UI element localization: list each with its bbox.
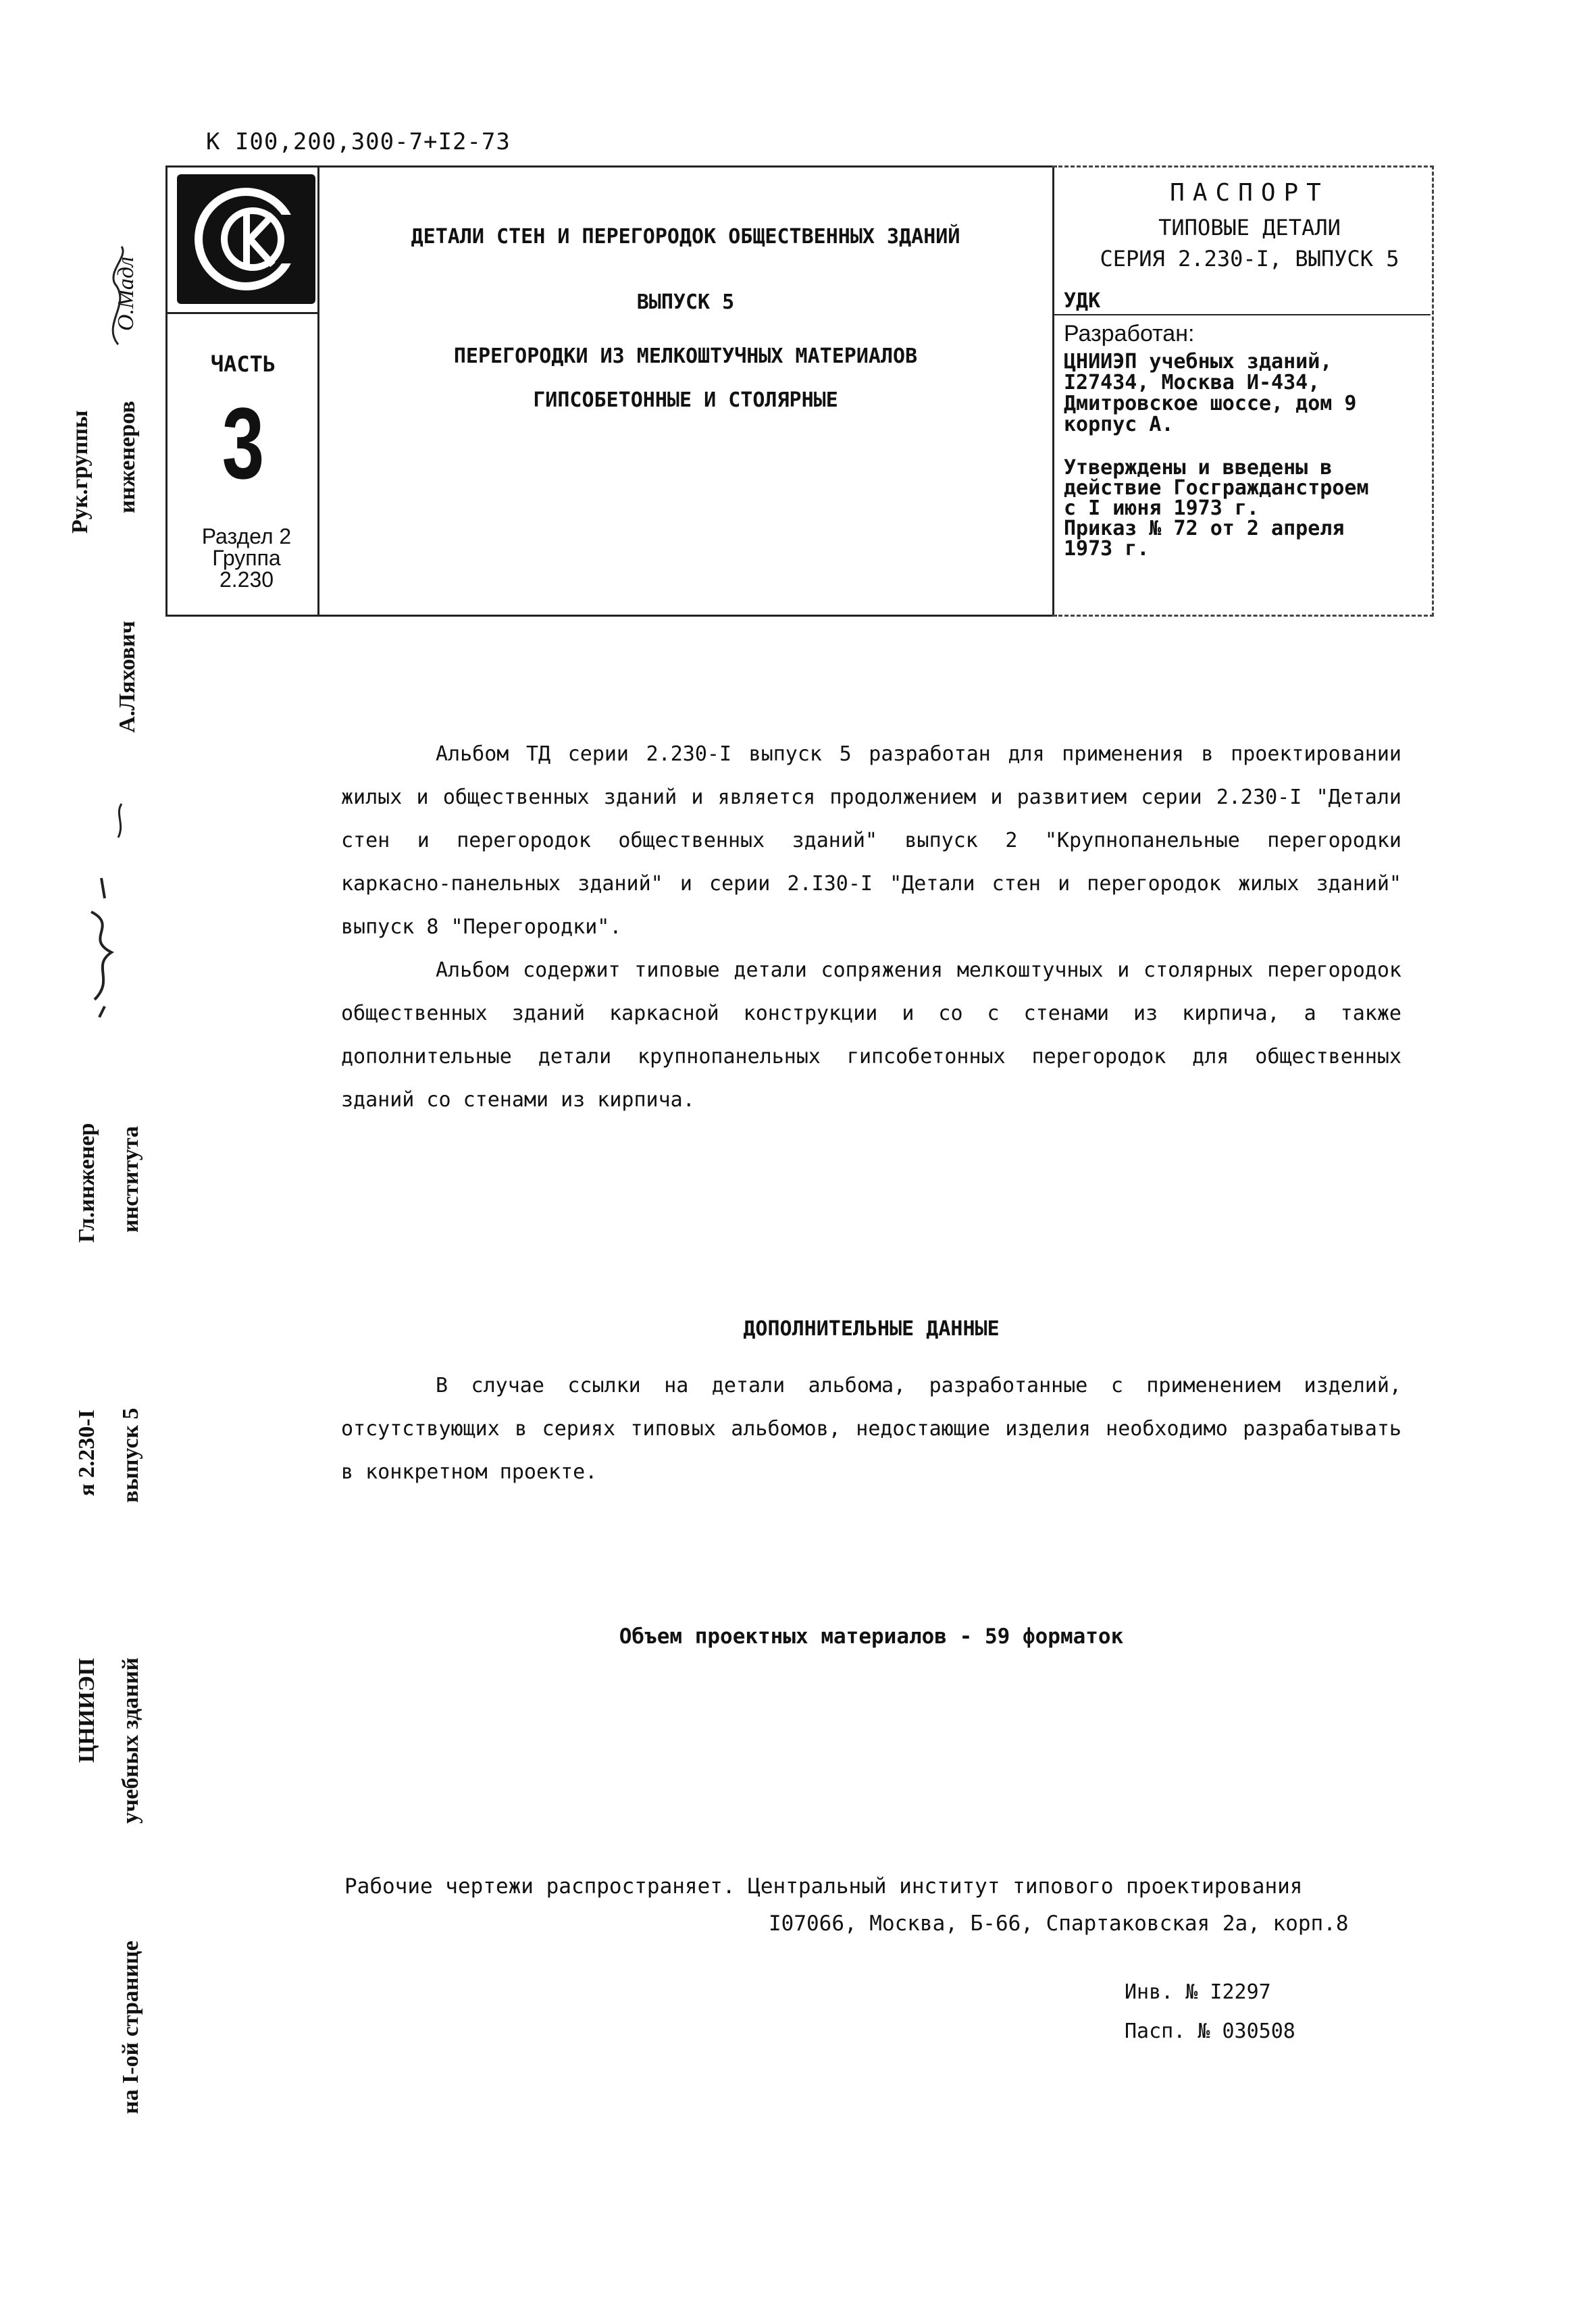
- sidebar-org-1: ЦНИИЭП: [74, 1657, 99, 1763]
- passport-title: ПАСПОРТ: [1170, 179, 1329, 207]
- sidebar-chief-engineer-2: института: [118, 1126, 143, 1233]
- developer-address: ЦНИИЭП учебных зданий, I27434, Москва И-434, Дмитровское шоссе, дом 9 корпус А.: [1064, 350, 1357, 436]
- sidebar-signature: О.Мадл: [113, 257, 138, 331]
- paragraph-additional: В случае ссылки на детали альбома, разработанные с применением изделий, отсутствующих в сериях типовых альбомов, недостающие изделия необходимо разрабатывать в конкретном проекте.: [341, 1374, 1401, 1484]
- distribution-line-2: I07066, Москва, Б-66, Спартаковская 2а, корп.8: [769, 1911, 1349, 1936]
- sidebar-org-2: учебных зданий: [118, 1657, 143, 1824]
- section-line: Раздел 2: [201, 524, 292, 548]
- passport-number: Пасп. № 030508: [1125, 2020, 1295, 2043]
- paragraph-contents: Альбом содержит типовые детали сопряжения мелкоштучных и столярных перегородок общественных зданий каркасной конструкции и со с стенами из кирпича, а также дополнительные детали крупнопанельных гипсобетонных перегородок для общественных зданий со стенами из кирпича.: [341, 958, 1401, 1112]
- passport-type: ТИПОВЫЕ ДЕТАЛИ: [1158, 215, 1341, 240]
- album-issue: ВЫПУСК 5: [636, 290, 735, 314]
- paragraph-purpose: Альбом ТД серии 2.230-I выпуск 5 разработан для применения в проектировании жилых и общественных зданий и является продолжением и развитием серии 2.230-I "Детали стен и перегородок общественных зданий" выпуск 2 "Крупнопанельные перегородки каркасно-панельных зданий" и серии 2.I30-I "Детали стен и перегородок жилых зданий" выпуск 8 "Перегородки".: [341, 742, 1401, 939]
- sidebar-head-group-1: Рук.группы: [68, 410, 93, 534]
- sidebar-issue: выпуск 5: [118, 1408, 143, 1503]
- section-info: [169, 525, 324, 590]
- inventory-number: Инв. № I2297: [1125, 1980, 1271, 2004]
- approval-text: Утверждены и введены в действие Госгражданстроем с I июня 1973 г. Приказ № 72 от 2 апреля 1973 г.: [1064, 456, 1369, 561]
- institute-logo: [177, 174, 315, 304]
- group-number: 2.230: [219, 567, 274, 592]
- album-title: ДЕТАЛИ СТЕН И ПЕРЕГОРОДОК ОБЩЕСТВЕННЫХ ЗДАНИЙ: [411, 225, 960, 249]
- intro-block: [341, 733, 1401, 1122]
- album-subtitle-2: ГИПСОБЕТОННЫЕ И СТОЛЯРНЫЕ: [533, 388, 838, 412]
- additional-block: [341, 1364, 1401, 1494]
- volume-note: Объем проектных материалов - 59 форматок: [619, 1624, 1124, 1649]
- distribution-line-1: Рабочие чертежи распространяет. Центральный институт типового проектирования: [344, 1874, 1303, 1899]
- signature-mark-1: [95, 243, 142, 351]
- passport-series: СЕРИЯ 2.230-I, ВЫПУСК 5: [1100, 246, 1399, 272]
- sidebar-author: А.Ляхович: [115, 621, 140, 733]
- part-label: ЧАСТЬ: [210, 351, 276, 377]
- sidebar-page-note: на I-ой странице: [118, 1940, 143, 2114]
- part-number: 3: [222, 386, 265, 500]
- sidebar-chief-engineer-1: Гл.инженер: [74, 1123, 99, 1243]
- album-subtitle-1: ПЕРЕГОРОДКИ ИЗ МЕЛКОШТУЧНЫХ МАТЕРИАЛОВ: [453, 344, 918, 368]
- ck-logo-icon: [177, 174, 315, 304]
- sidebar-series: я 2.230-I: [74, 1410, 99, 1496]
- sidebar-head-group-2: инженеров: [115, 401, 140, 513]
- developed-label: Разработан:: [1064, 321, 1195, 346]
- additional-data-heading: ДОПОЛНИТЕЛЬНЫЕ ДАННЫЕ: [743, 1317, 1000, 1341]
- group-line: Группа: [212, 546, 281, 570]
- udk-label: УДК: [1064, 289, 1101, 313]
- signature-mark-2: [101, 800, 135, 841]
- document-code: К I00,200,300-7+I2-73: [206, 128, 511, 155]
- signature-mark-3: [64, 865, 138, 1020]
